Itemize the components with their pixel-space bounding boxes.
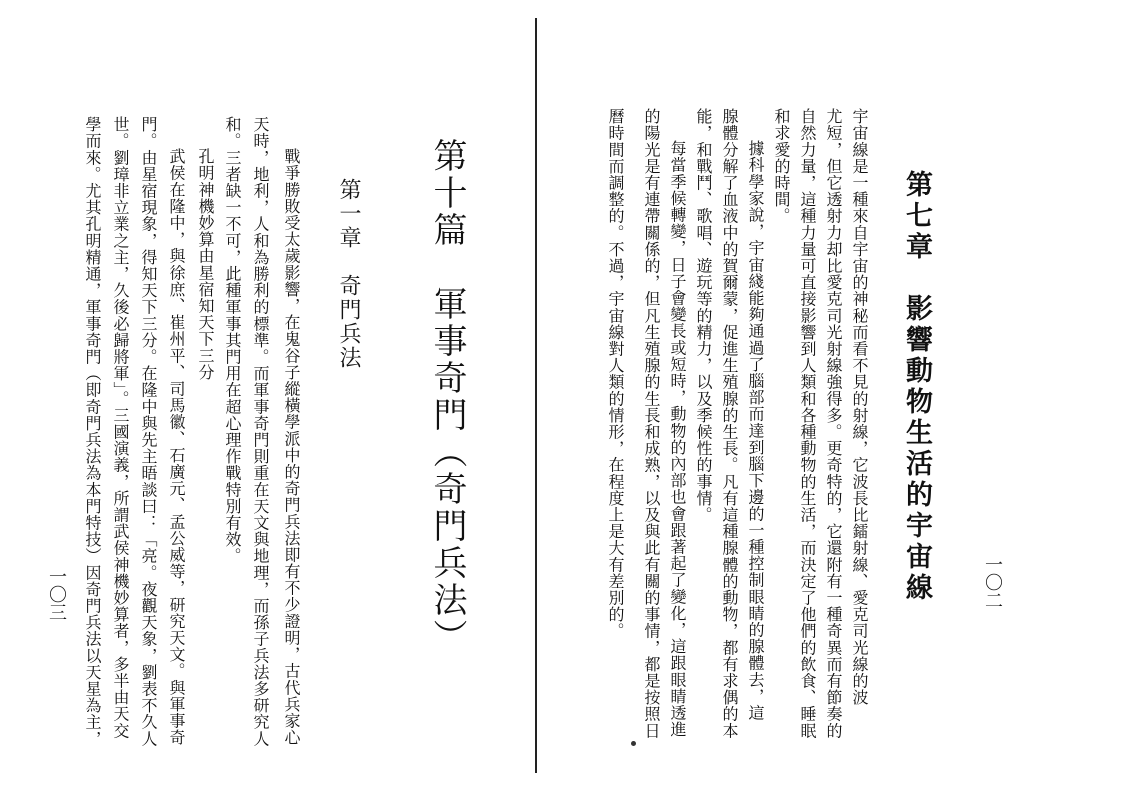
paragraph-line: 腺體分解了血液中的賀爾蒙，促進生殖腺的生長。凡有這種腺體的動物，都有求偶的本 <box>720 108 739 739</box>
paragraph-line: 世。劉璋非立業之主，久後必歸將軍」。三國演義，所謂武侯神機妙算者，多半由天交 <box>111 116 130 739</box>
paragraph-line: 天時，地利，人和為勝利的標準。而軍事奇門則重在天文與地理，而孫子兵法多研究人 <box>251 116 270 747</box>
ink-speck <box>631 741 636 746</box>
paragraph-line: 自然力量，這種力量可直接影響到人類和各種動物的生活，而決定了他們的飲食、睡眠 <box>798 108 817 739</box>
paragraph-line: 能，和戰鬥、歌唱、遊玩等的精力，以及季候性的事情。 <box>694 108 713 523</box>
paragraph-line: 門。由星宿現象，得知天下三分。在隆中與先主晤談曰：「亮。夜觀天象，劉表不久人 <box>139 116 158 747</box>
part-title: 第十篇 軍事奇門（奇門兵法） <box>427 138 467 656</box>
chapter-title: 第七章 影響動物生活的宇宙線 <box>901 170 932 604</box>
left-page <box>0 0 535 791</box>
paragraph-line: 戰爭勝敗受太歲影響，在鬼谷子縱橫學派中的奇門兵法即有不少證明，古代兵家心 <box>282 148 301 746</box>
paragraph-line: 每當季候轉變，日子會變長或短時，動物的內部也會跟著起了變化，這跟眼睛透進 <box>668 140 687 738</box>
paragraph-line: 學而來。尤其孔明精通，軍事奇門（即奇門兵法為本門特技）因奇門兵法以天星為主， <box>83 116 102 747</box>
paragraph-line: 據科學家說，宇宙綫能夠通過了腦部而達到腦下邊的一種控制眼睛的腺體去，這 <box>746 140 765 721</box>
paragraph-line: 和。三者缺一不可，此種軍事其門用在超心理作戰特別有效。 <box>223 116 242 565</box>
chapter-title: 第一章 奇門兵法 <box>336 178 361 370</box>
book-gutter <box>535 18 537 773</box>
right-page <box>537 0 1121 791</box>
paragraph-line: 尤短，但它透射力却比愛克司光射線強得多。更奇特的，它還附有一種奇異而有節奏的 <box>824 108 843 739</box>
paragraph-line: 宇宙線是一種來自宇宙的神秘而看不見的射線，它波長比鐳射線、愛克司光線的波 <box>850 108 869 706</box>
page-number: 一〇二 <box>982 555 1003 609</box>
paragraph-line: 和求愛的時間。 <box>772 108 791 225</box>
paragraph-line: 曆時間而調整的。不過，宇宙線對人類的情形，在程度上是大有差別的。 <box>606 108 625 640</box>
paragraph-line: 孔明神機妙算由星宿知天下三分 <box>196 148 215 381</box>
paragraph-line: 的陽光是有連帶關係的，但凡生殖腺的生長和成熟，以及與此有關的事情，都是按照日 <box>642 108 661 739</box>
page-number: 一〇三 <box>46 567 67 621</box>
paragraph-line: 武侯在隆中，與徐庶、崔州平、司馬徽、石廣元、孟公威等，研究天文。與軍事奇 <box>167 148 186 746</box>
